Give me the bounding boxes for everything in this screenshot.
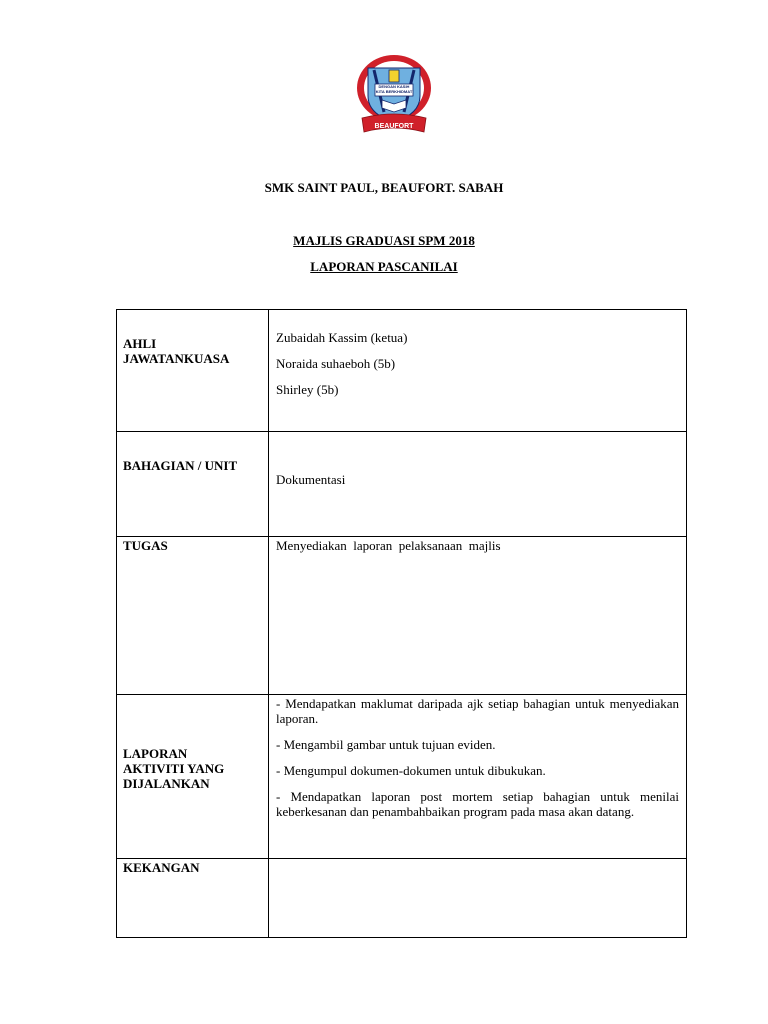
activity-item: - Mengambil gambar untuk tujuan eviden.: [276, 737, 496, 752]
constraints-value-cell: [269, 859, 687, 938]
activities-label-cell: [117, 695, 269, 859]
task-value: Menyediakan laporan pelaksanaan majlis: [276, 538, 501, 553]
activities-row: [117, 695, 687, 859]
unit-label-cell: [117, 432, 269, 537]
activity-item: - Mengumpul dokumen-dokumen untuk dibukukan.: [276, 763, 546, 778]
committee-value-cell: [269, 310, 687, 432]
unit-value-cell: [269, 432, 687, 537]
logo-text: DENGAN KASIH KITA BERKHIDMAT: [375, 84, 413, 94]
task-value-cell: [269, 537, 687, 695]
unit-row: [117, 432, 687, 537]
unit-value: Dokumentasi: [276, 472, 346, 487]
constraints-label-cell: [117, 859, 269, 938]
committee-member: Zubaidah Kassim (ketua): [276, 330, 408, 345]
committee-label: AHLI JAWATANKUASA: [123, 336, 230, 366]
activities-value-cell: [269, 695, 687, 859]
logo-banner-text: BEAUFORT: [374, 123, 414, 130]
task-label: TUGAS: [123, 538, 168, 553]
activity-item: - Mendapatkan maklumat daripada ajk setiap bahagian untuk menyediakan laporan.: [276, 696, 679, 726]
committee-member: Shirley (5b): [276, 382, 339, 397]
task-label-cell: [117, 537, 269, 695]
school-name: SMK SAINT PAUL, BEAUFORT. SABAH: [264, 180, 504, 195]
unit-label: BAHAGIAN / UNIT: [123, 458, 238, 473]
committee-row: [117, 310, 687, 432]
committee-label-cell: [117, 310, 269, 432]
activities-label: LAPORAN AKTIVITI YANG DIJALANKAN: [123, 746, 225, 791]
activity-item: - Mendapatkan laporan post mortem setiap bahagian untuk menilai keberkesanan dan penambahbaikan program pada masa akan datang.: [276, 789, 679, 819]
committee-member: Noraida suhaeboh (5b): [276, 356, 396, 371]
report-table: [116, 309, 687, 938]
constraints-row: [117, 859, 687, 938]
event-title: MAJLIS GRADUASI SPM 2018: [293, 233, 475, 248]
constraints-label: KEKANGAN: [123, 860, 200, 875]
task-row: [117, 537, 687, 695]
report-title: LAPORAN PASCANILAI: [310, 259, 458, 274]
